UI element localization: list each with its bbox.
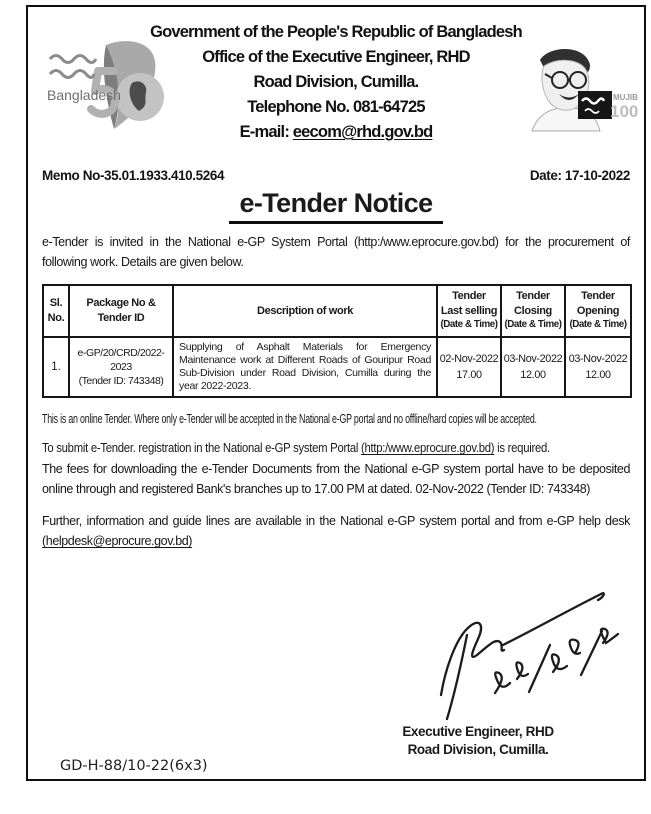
email-line bbox=[150, 120, 522, 145]
registration-note: To submit e-Tender. registration in the National e-GP system Portal (http:/www.eprocure.gov.bd) is required. bbox=[42, 441, 550, 456]
memo-number: Memo No-35.01.1933.410.5264 bbox=[42, 168, 225, 183]
print-code: GD-H-88/10-22(6x3) bbox=[60, 758, 208, 774]
mujib-100-logo-icon bbox=[514, 43, 640, 133]
title-row bbox=[28, 188, 644, 224]
cell-opening: 03-Nov-2022 12.00 bbox=[565, 337, 631, 398]
online-tender-note: This is an online Tender. Where only e-Tender will be accepted in the National e-GP portal and no offline/hard copies will be accepted. bbox=[42, 412, 537, 427]
cell-closing: 03-Nov-2022 12.00 bbox=[501, 337, 565, 398]
intro-paragraph: e-Tender is invited in the National e-GP System Portal (http:/www.eprocure.gov.bd) for the procurement of following work. Details are given below. bbox=[42, 235, 630, 269]
cell-description bbox=[173, 337, 437, 398]
org-line-office: Office of the Executive Engineer, RHD bbox=[202, 48, 470, 66]
eprocure-portal-link: (http:/www.eprocure.gov.bd) bbox=[360, 441, 495, 456]
signatory-block bbox=[378, 723, 578, 759]
fees-note: The fees for downloading the e-Tender Documents from the National e-GP system portal have to be deposited online through and registered Bank's branches up to 17.00 PM at dated. 02-Nov-2022 (Tender ID: 743348) bbox=[42, 462, 630, 497]
mujib-badge bbox=[578, 91, 612, 119]
column-header-closing: Tender Closing (Date & Time) bbox=[501, 285, 565, 337]
org-line-division: Road Division, Cumilla. bbox=[253, 73, 419, 91]
column-header-sl-no: Sl. No. bbox=[43, 285, 69, 337]
column-header-description: Description of work bbox=[173, 285, 437, 337]
memo-row bbox=[28, 168, 644, 183]
tender-table bbox=[42, 284, 632, 398]
org-line-telephone: Telephone No. 081-64725 bbox=[247, 98, 425, 116]
table-header-row bbox=[43, 285, 631, 337]
signature-block bbox=[384, 589, 634, 775]
tender-table-wrap bbox=[42, 284, 630, 398]
helpdesk-email-link: (helpdesk@eprocure.gov.bd) bbox=[42, 534, 193, 549]
bengali-script-line bbox=[50, 56, 96, 63]
notice-date: Date: 17-10-2022 bbox=[529, 168, 630, 183]
bengali-script-line bbox=[50, 71, 94, 78]
notice-border-frame bbox=[26, 5, 646, 781]
mujib-latin-label: MUJIB bbox=[613, 93, 638, 102]
package-number: e-GP/20/CRD/2022-2023 bbox=[77, 346, 165, 373]
work-description: Supplying of Asphalt Materials for Emergency Maintenance work at Different Roads of Gouripur Road Sub-Division under Road Division, Cumilla during the year 2022-2023. bbox=[179, 340, 431, 393]
mujib-100-number: 100 bbox=[610, 102, 639, 121]
column-header-opening: Tender Opening (Date & Time) bbox=[565, 285, 631, 337]
submission-instructions bbox=[42, 438, 630, 499]
signatory-title: Executive Engineer, RHD bbox=[402, 724, 554, 739]
email-label: E-mail: bbox=[239, 123, 293, 141]
tender-id: (Tender ID: 743348) bbox=[78, 374, 164, 387]
column-header-package: Package No & Tender ID bbox=[69, 285, 173, 337]
cell-last-selling: 02-Nov-2022 17.00 bbox=[437, 337, 501, 398]
page-title: e-Tender Notice bbox=[229, 188, 442, 224]
letterhead bbox=[28, 7, 644, 165]
cell-package bbox=[69, 337, 173, 398]
cell-sl-no: 1. bbox=[43, 337, 69, 398]
signatory-office: Road Division, Cumilla. bbox=[407, 742, 549, 757]
online-tender-note-wrap bbox=[42, 409, 630, 429]
signature-scribble bbox=[405, 589, 630, 724]
org-address-block bbox=[150, 20, 522, 145]
email-address: eecom@rhd.gov.bd bbox=[292, 123, 433, 141]
table-row bbox=[43, 337, 631, 398]
further-info-note: Further, information and guide lines are available in the National e-GP system portal and from e-GP help desk (helpdesk@eprocure.gov.bd) bbox=[42, 514, 630, 549]
bangladesh-label: Bangladesh bbox=[47, 87, 121, 103]
column-header-last-selling: Tender Last selling (Date & Time) bbox=[437, 285, 501, 337]
org-line-government: Government of the People's Republic of Bangladesh bbox=[150, 23, 522, 41]
